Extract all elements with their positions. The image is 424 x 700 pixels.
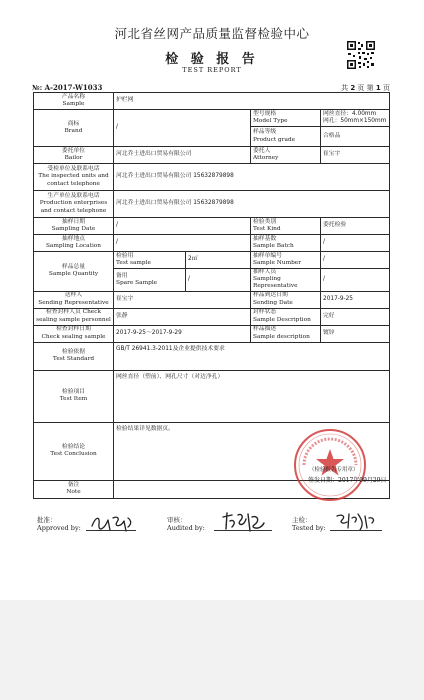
product-grade-value: 合格品 <box>321 127 390 147</box>
sampling-rep-label: 抽样人员 Sampling Representative <box>251 269 321 292</box>
audited-by: 审核： Audited by: <box>167 516 205 532</box>
org-name: 河北省丝网产品质量监督检验中心 <box>114 26 310 41</box>
note-label: 备注 Note <box>34 480 114 498</box>
test-conclusion-label: 检验结论 Test Conclusion <box>34 422 114 480</box>
pages-prefix: 共 <box>341 84 349 92</box>
sample-description-label: 样品描述 Sample description <box>251 325 321 342</box>
test-standard-value: GB/T 26941.3-2011及企业提供技术要求 <box>114 342 390 370</box>
table-row <box>34 93 390 110</box>
brand-value: / <box>114 110 251 147</box>
pages-mid: 页 第 <box>357 84 374 92</box>
inspected-units-label: 受检单位及联系电话 The inspected units and contact telephone <box>34 164 114 191</box>
pages-total: 2 <box>350 84 356 92</box>
approved-by: 批准： Approved by: <box>37 516 81 532</box>
sending-date-value: 2017-9-25 <box>321 291 390 308</box>
pages-suffix: 页 <box>383 84 390 92</box>
sample-quantity-label: 样品总量 Sample Quantity <box>34 252 114 292</box>
sample-number-label: 抽样单编号 Sample Number <box>251 252 321 269</box>
attorney-label: 委托人 Attorney <box>251 147 321 164</box>
sample-batch-value: / <box>321 235 390 252</box>
test-sample-value: 2㎡ <box>186 252 251 269</box>
report-number: №: A-2017-W1033 <box>32 83 103 92</box>
table-row <box>34 291 390 308</box>
production-enterprises-label: 生产单位及联系电话 Production enterprises and contact telephone <box>34 191 114 218</box>
tester-line <box>330 530 382 531</box>
attorney-value: 崔宝宇 <box>321 147 390 164</box>
model-label: 型号规格 Model Type <box>251 110 321 127</box>
approver-line <box>86 530 136 531</box>
check-sealing-value: 张静 <box>114 308 251 325</box>
sample-name-label: 产品名称 Sample <box>34 93 114 110</box>
sampling-location-label: 抽样地点 Sampling Location <box>34 235 114 252</box>
sampling-date-value: / <box>114 218 251 235</box>
spare-sample-label: 备用 Spare Sample <box>114 269 186 292</box>
test-kind-label: 检验类别 Test Kind <box>251 218 321 235</box>
sample-description-value: 镀锌 <box>321 325 390 342</box>
test-sample-label: 检验用 Test sample <box>114 252 186 269</box>
sampling-location-value: / <box>114 235 251 252</box>
product-grade-label: 样品等级 Product grade <box>251 127 321 147</box>
table-row <box>34 147 390 164</box>
auditor-line <box>214 530 272 531</box>
table-row <box>34 308 390 325</box>
bailor-value: 河北乔士进出口贸易有限公司 <box>114 147 251 164</box>
test-standard-label: 检验依据 Test Standard <box>34 342 114 370</box>
check-sealing-label: 检查封样人员 Check sealing sample personnel <box>34 308 114 325</box>
empty-background <box>0 600 424 700</box>
model-value: 网丝直径：4.00mm 网孔：50mm×150mm <box>321 110 390 127</box>
production-enterprises-value: 河北乔士进出口贸易有限公司 15632879898 <box>114 191 390 218</box>
stamp-label: （检验报告专用章） <box>309 467 359 473</box>
test-kind-value: 委托检验 <box>321 218 390 235</box>
sample-batch-label: 抽样基数 Sample Batch <box>251 235 321 252</box>
table-row <box>34 325 390 342</box>
seal-status-value: 完好 <box>321 308 390 325</box>
report-title: 检 验 报 告 <box>165 52 259 67</box>
spare-sample-value: / <box>186 269 251 292</box>
table-row <box>34 218 390 235</box>
sending-rep-label: 送样人 Sending Representative <box>34 291 114 308</box>
auditor-signature-icon <box>220 509 268 535</box>
sampling-rep-value: / <box>321 269 390 292</box>
check-date-label: 检查封样日期 Check sealing sample <box>34 325 114 342</box>
test-item-value: 网丝直径（塑前）、网孔尺寸（对边净孔） <box>114 370 390 422</box>
report-title-en: TEST REPORT <box>182 66 242 74</box>
test-conclusion-value: 检验结果详见数据页。 <box>114 422 390 480</box>
table-row <box>34 370 390 422</box>
issue-date: 签发日期：2017年09月29日 <box>308 477 387 484</box>
sending-date-label: 样品到达日期 Sending Date <box>251 291 321 308</box>
brand-label: 商标 Brand <box>34 110 114 147</box>
table-row <box>34 164 390 191</box>
table-row <box>34 235 390 252</box>
tester-signature-icon <box>334 510 378 532</box>
qr-code-icon <box>346 40 376 70</box>
sampling-date-label: 抽样日期 Sampling Date <box>34 218 114 235</box>
tested-by: 主检： Tested by: <box>292 516 326 532</box>
sending-rep-value: 崔宝宇 <box>114 291 251 308</box>
table-row <box>34 191 390 218</box>
sample-name-value: 护栏网 <box>114 93 390 110</box>
pages-current: 1 <box>375 84 381 92</box>
sample-number-value: / <box>321 252 390 269</box>
table-row <box>34 110 390 127</box>
seal-status-label: 封样状态 Sample Description <box>251 308 321 325</box>
table-row <box>34 342 390 370</box>
bailor-label: 委托单位 Bailor <box>34 147 114 164</box>
test-item-label: 检验项目 Test Item <box>34 370 114 422</box>
check-date-value: 2017-9-25～2017-9-29 <box>114 325 251 342</box>
inspected-units-value: 河北乔士进出口贸易有限公司 15632879898 <box>114 164 390 191</box>
table-row <box>34 252 390 269</box>
